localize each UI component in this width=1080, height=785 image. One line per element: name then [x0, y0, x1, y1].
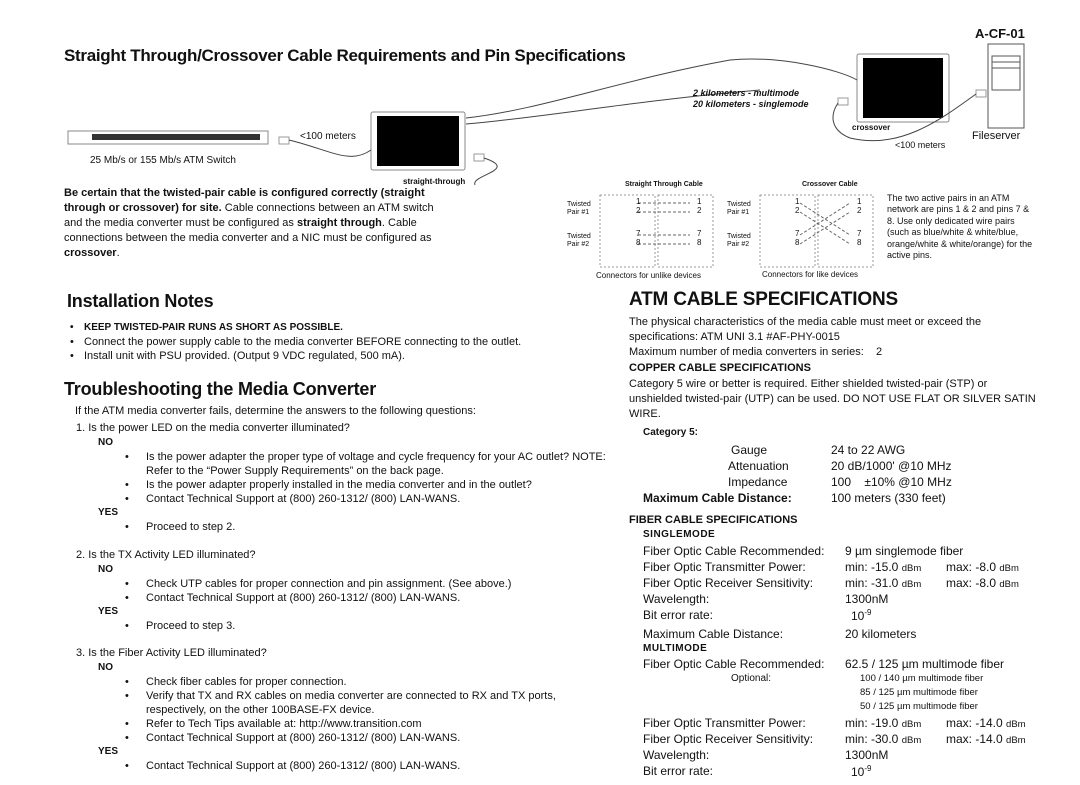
question-1: 1. Is the power LED on the media converter illuminated? NO • Is the power adapter the proper type of voltage and cycle frequency for your AC outlet? NOTE: Refer to the “Power Supply Requirements” on the back page. • Is the power adapter properly installed in the media converter and in the outlet? • Contact Technical Support at (800) 260-1312/ (800) LAN-WANS. YES • Proceed to step 2.	[76, 421, 636, 534]
atm-spec-heading: ATM CABLE SPECIFICATIONS	[629, 289, 898, 310]
list-item: • Contact Technical Support at (800) 260-1312/ (800) LAN-WANS.	[76, 759, 636, 773]
page-title: Straight Through/Crossover Cable Requirements and Pin Specifications	[64, 46, 626, 65]
st-left-pins: 1 2 7 8	[636, 197, 641, 247]
fileserver-label: Fileserver	[972, 130, 1021, 142]
switch-ports	[92, 134, 260, 140]
list-item: • Check UTP cables for proper connection and pin assignment. (See above.)	[76, 577, 636, 591]
active-pairs-note: The two active pairs in an ATM network are pins 1 & 2 and pins 7 & 8. Use only dedicated wire pairs (such as blue/white & white/blue, orange/white & white/orange) for the active pins.	[887, 193, 1033, 261]
straight-through-label: straight-through	[403, 177, 466, 186]
st-pair-1-label: Twisted Pair #1	[567, 201, 591, 216]
co-right-pins: 1 2 7 8	[857, 197, 862, 247]
co-left-pins: 1 2 7 8	[795, 197, 800, 247]
crossover-label: crossover	[852, 123, 891, 132]
copper-heading: COPPER CABLE SPECIFICATIONS	[629, 362, 811, 374]
list-item: • Check fiber cables for proper connection.	[76, 675, 636, 689]
list-item: • Proceed to step 3.	[76, 619, 636, 633]
installation-list	[64, 321, 624, 363]
list-item: • KEEP TWISTED-PAIR RUNS AS SHORT AS POSSIBLE.	[64, 321, 624, 335]
troubleshooting-intro: If the ATM media converter fails, determine the answers to the following questions:	[75, 405, 476, 417]
media-converter-2	[863, 58, 943, 118]
list-item: • Contact Technical Support at (800) 260-1312/ (800) LAN-WANS.	[76, 591, 636, 605]
st-pair-2-label: Twisted Pair #2	[567, 233, 591, 248]
list-item: • Is the power adapter properly installed in the media converter and in the outlet?	[76, 478, 636, 492]
fiber-singlemode-label: 20 kilometers - singlemode	[693, 99, 809, 109]
question-3: 3. Is the Fiber Activity LED illuminated? NO • Check fiber cables for proper connection. • Verify that TX and RX cables on media converter are connected to RX and TX ports, respectively, on the other 100BASE-FX device. • Refer to Tech Tips available at: http://www.transition.com • Contact Technical Support at (800) 260-1312/ (800) LAN-WANS. YES • Contact Technical Support at (800) 260-1312/ (800) LAN-WANS.	[76, 646, 636, 773]
fileserver-distance-label: <100 meters	[895, 140, 946, 150]
cat5-label: Category 5:	[643, 427, 699, 438]
media-converter-1	[377, 116, 459, 166]
list-item: • Proceed to step 2.	[76, 520, 636, 534]
list-item: • Contact Technical Support at (800) 260-1312/ (800) LAN-WANS.	[76, 492, 636, 506]
switch-label: 25 Mb/s or 155 Mb/s ATM Switch	[90, 155, 236, 166]
installation-heading: Installation Notes	[67, 291, 214, 311]
straight-cable-title: Straight Through Cable	[625, 181, 703, 188]
copper-text: Category 5 wire or better is required. Either shielded twisted-pair (STP) or unshielded twisted-pair (UTP) can be used. DO NOT USE FLAT OR SILVER SATIN WIRE.	[629, 378, 1036, 420]
list-item: • Contact Technical Support at (800) 260-1312/ (800) LAN-WANS.	[76, 731, 636, 745]
list-item: • Install unit with PSU provided. (Output 9 VDC regulated, 500 mA).	[64, 349, 624, 363]
fiber-multimode-label: 2 kilometers - multimode	[693, 88, 800, 98]
multimode-heading: MULTIMODE	[643, 643, 708, 654]
list-item: • Refer to Tech Tips available at: http://www.transition.com	[76, 717, 636, 731]
atm-intro: The physical characteristics of the media cable must meet or exceed the specifications: ATM UNI 3.1 #AF-PHY-0015	[629, 316, 982, 343]
list-item: • Verify that TX and RX cables on media converter are connected to RX and TX ports, respectively, on the other 100BASE-FX device.	[76, 689, 596, 717]
like-devices-caption: Connectors for like devices	[762, 270, 859, 279]
unlike-devices-caption: Connectors for unlike devices	[596, 271, 701, 280]
cable-configuration-note: Be certain that the twisted-pair cable is configured correctly (straight through or crossover) for site. Cable connections between an ATM switch and the media converter must be configured as straight through. Cable connections between the media converter and a NIC must be configured as crossover.	[64, 187, 434, 259]
singlemode-heading: SINGLEMODE	[643, 529, 716, 540]
document-id: A-CF-01	[975, 26, 1025, 41]
co-pair-2-label: Twisted Pair #2	[727, 233, 751, 248]
question-2: 2. Is the TX Activity LED illuminated? NO • Check UTP cables for proper connection and pin assignment. (See above.) • Contact Technical Support at (800) 260-1312/ (800) LAN-WANS. YES • Proceed to step 3.	[76, 548, 636, 633]
max-converters: Maximum number of media converters in series: 2	[629, 346, 883, 358]
list-item: • Is the power adapter the proper type of voltage and cycle frequency for your AC outlet? NOTE: Refer to the “Power Supply Requirements” on the back page.	[76, 450, 616, 478]
switch-distance-label: <100 meters	[300, 131, 356, 142]
co-pair-1-label: Twisted Pair #1	[727, 201, 751, 216]
crossover-cable-title: Crossover Cable	[802, 181, 858, 188]
troubleshooting-heading: Troubleshooting the Media Converter	[64, 379, 377, 399]
list-item: • Connect the power supply cable to the media converter BEFORE connecting to the outlet.	[64, 335, 624, 349]
st-right-pins: 1 2 7 8	[697, 197, 702, 247]
fiber-heading: FIBER CABLE SPECIFICATIONS	[629, 514, 798, 526]
